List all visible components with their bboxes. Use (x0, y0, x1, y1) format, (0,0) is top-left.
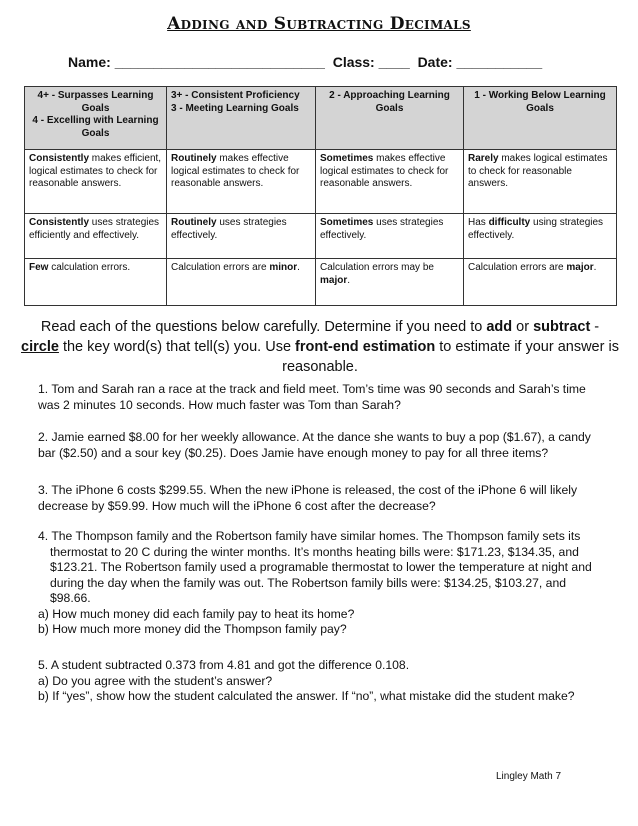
rubric-cell: Routinely makes effective logical estimates to check for reasonable answers. (167, 150, 316, 214)
rubric-cell: Calculation errors are minor. (167, 259, 316, 306)
rubric-cell: Routinely uses strategies effectively. (167, 214, 316, 259)
rubric-row-strategies (25, 214, 617, 259)
instructions: Read each of the questions below carefully. Determine if you need to add or subtract - circle the key word(s) that tell(s) you. Use front-end estimation to estimate if your answer is reasonable. (21, 319, 619, 375)
worksheet-title: Adding and Subtracting Decimals (167, 14, 471, 34)
rubric-header-level-1: 1 - Working Below Learning Goals (464, 87, 617, 150)
footer-course-label: Lingley Math 7 (496, 771, 562, 782)
rubric-header-row (25, 87, 617, 150)
rubric-row-estimates (25, 150, 617, 214)
class-blank: ____ (378, 54, 410, 70)
question-2: 2. Jamie earned $8.00 for her weekly allowance. At the dance she wants to buy a pop ($1.67), a candy bar ($2.50) and a sour key ($0.25). Does Jamie have enough money to pay for all three items? (38, 430, 591, 460)
question-5a: a) Do you agree with the student’s answer? (38, 673, 273, 688)
rubric-cell: Rarely makes logical estimates to check for reasonable answers. (464, 150, 617, 214)
rubric-header-level-2: 2 - Approaching Learning Goals (316, 87, 464, 150)
question-4a: a) How much money did each family pay to heat its home? (38, 606, 355, 621)
question-1: 1. Tom and Sarah ran a race at the track and field meet. Tom’s time was 90 seconds and Sarah’s time was 2 minutes 10 seconds. How much faster was Tom than Sarah? (38, 382, 586, 412)
question-5 (38, 658, 608, 705)
rubric-cell: Sometimes uses strategies effectively. (316, 214, 464, 259)
rubric-cell: Few calculation errors. (25, 259, 167, 306)
rubric-row-errors (25, 259, 617, 306)
question-5-text: 5. A student subtracted 0.373 from 4.81 and got the difference 0.108. (38, 658, 410, 672)
class-label: Class: (332, 54, 375, 70)
rubric-cell: Calculation errors are major. (464, 259, 617, 306)
rubric-header-level-3: 3+ - Consistent Proficiency 3 - Meeting Learning Goals (167, 87, 316, 150)
question-5b: b) If “yes”, show how the student calculated the answer. If “no”, what mistake did the student make? (38, 689, 575, 703)
rubric-cell: Has difficulty using strategies effectively. (464, 214, 617, 259)
rubric-cell: Consistently uses strategies efficiently and effectively. (25, 214, 167, 259)
rubric-cell: Calculation errors may be major. (316, 259, 464, 306)
question-3: 3. The iPhone 6 costs $299.55. When the new iPhone is released, the cost of the iPhone 6 will likely decrease by $59.99. How much will the iPhone 6 cost after the decrease? (38, 483, 578, 513)
rubric-header-level-4: 4+ - Surpasses Learning Goals 4 - Excelling with Learning Goals (25, 87, 167, 150)
name-blank: ___________________________ (114, 54, 325, 70)
question-4-continued: thermostat to 20 C during the winter months. It’s months heating bills were: $171.23, $134.35, and $123.21. The Robertson family used a programable thermostat to lower the temperature at night and during the day when the family was out. The Robertson family bills were: $134.25, $103.27, and $98.66. (50, 544, 592, 605)
question-4 (38, 529, 608, 638)
name-class-date-line (68, 54, 542, 70)
question-4b: b) How much more money did the Thompson family pay? (38, 622, 347, 636)
rubric-cell: Consistently makes efficient, logical estimates to check for reasonable answers. (25, 150, 167, 214)
name-label: Name: (68, 54, 111, 70)
rubric-cell: Sometimes makes effective logical estimates to check for reasonable answers. (316, 150, 464, 214)
date-blank: ___________ (456, 54, 543, 70)
rubric-table (24, 86, 617, 306)
question-4-text: 4. The Thompson family and the Robertson family have similar homes. The Thompson family sets its (38, 529, 581, 543)
date-label: Date: (417, 54, 453, 70)
